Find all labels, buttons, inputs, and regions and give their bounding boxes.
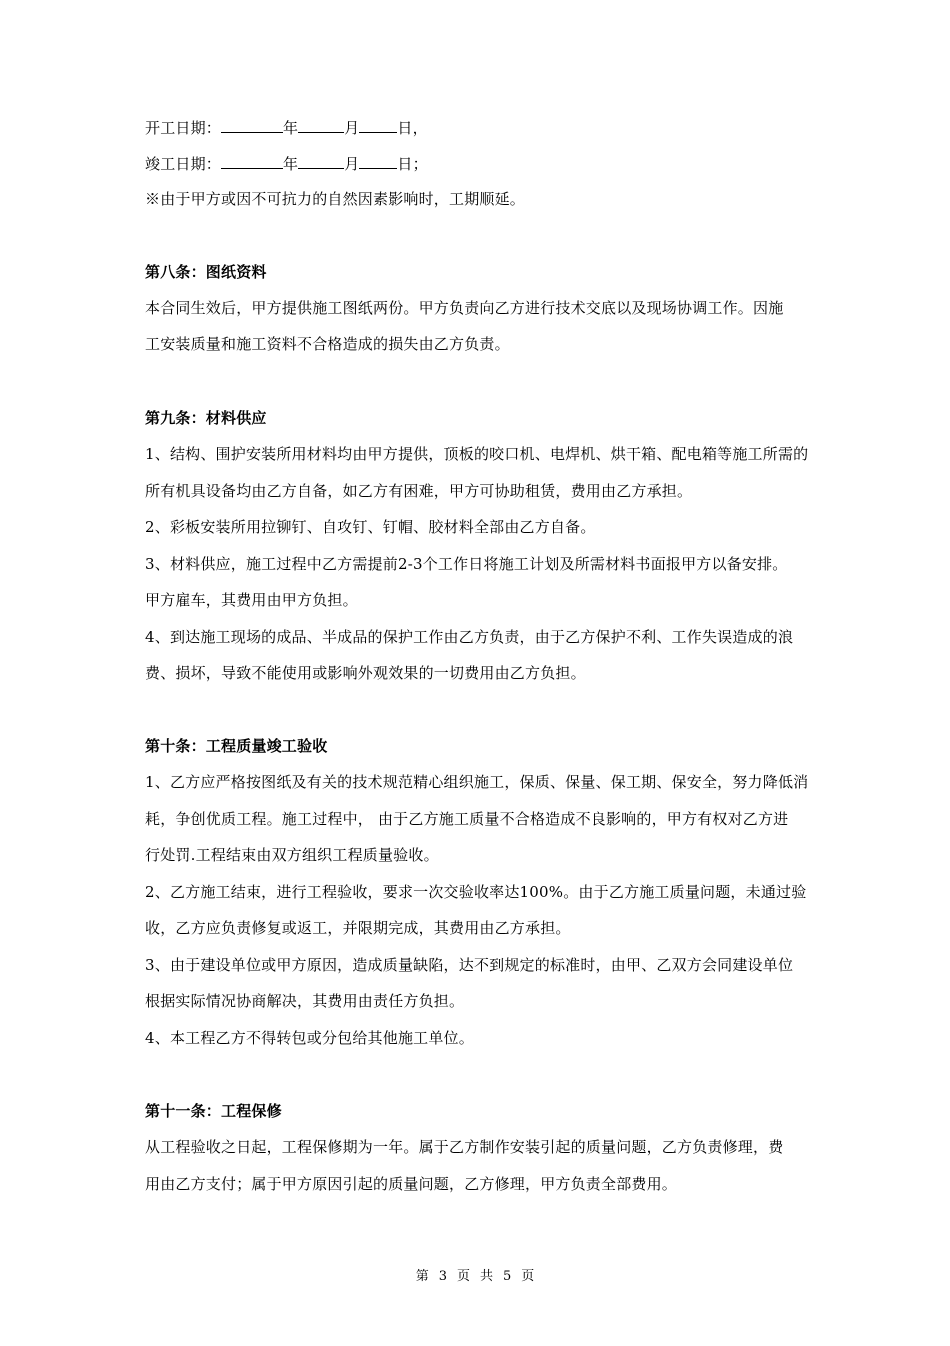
day-blank [359, 153, 397, 169]
end-date-line: 竣工日期： 年 月 日； [145, 155, 428, 173]
article9-heading: 第九条：材料供应 [145, 409, 267, 427]
total-pages-number: 5 [503, 1269, 512, 1284]
delay-note: ※由于甲方或因不可抗力的自然因素影响时，工期顺延。 [145, 190, 526, 208]
month-blank [298, 117, 344, 133]
month-blank [298, 153, 344, 169]
article9-line: 4、到达施工现场的成品、半成品的保护工作由乙方负责，由于乙方保护不利、工作失误造成的浪 [145, 628, 794, 646]
article10-line: 2、乙方施工结束，进行工程验收，要求一次交验收率达100%。由于乙方施工质量问题，未通过验 [145, 883, 807, 901]
start-date-line: 开工日期： 年 月 日， [145, 119, 428, 137]
article9-line: 2、彩板安装所用拉铆钉、自攻钉、钉帽、胶材料全部由乙方自备。 [145, 518, 596, 536]
article10-line: 耗，争创优质工程。施工过程中， 由于乙方施工质量不合格造成不良影响的，甲方有权对乙方进 [145, 810, 789, 828]
article10-line: 4、本工程乙方不得转包或分包给其他施工单位。 [145, 1029, 474, 1047]
article11-heading: 第十一条：工程保修 [145, 1102, 282, 1120]
article9-line: 3、材料供应，施工过程中乙方需提前2-3个工作日将施工计划及所需材料书面报甲方以备安排。 [145, 555, 788, 573]
page-footer: 第 3 页 共 5 页 [415, 1269, 535, 1284]
article10-line: 行处罚.工程结束由双方组织工程质量验收。 [145, 846, 439, 864]
article11-line: 从工程验收之日起，工程保修期为一年。属于乙方制作安装引起的质量问题，乙方负责修理，费 [145, 1138, 784, 1156]
article8-line: 工安装质量和施工资料不合格造成的损失由乙方负责。 [145, 335, 510, 353]
article9-line: 费、损坏，导致不能使用或影响外观效果的一切费用由乙方负担。 [145, 664, 586, 682]
end-date-label: 竣工日期： [145, 155, 222, 173]
article10-line: 根据实际情况协商解决，其费用由责任方负担。 [145, 992, 465, 1010]
article8-line: 本合同生效后，甲方提供施工图纸两份。甲方负责向乙方进行技术交底以及现场协调工作。因施 [145, 299, 784, 317]
article10-line: 1、乙方应严格按图纸及有关的技术规范精心组织施工，保质、保量、保工期、保安全，努力降低消 [145, 773, 809, 791]
year-blank [221, 117, 283, 133]
day-blank [359, 117, 397, 133]
article10-line: 3、由于建设单位或甲方原因，造成质量缺陷，达不到规定的标准时，由甲、乙双方会同建设单位 [145, 956, 794, 974]
article9-line: 甲方雇车，其费用由甲方负担。 [145, 591, 358, 609]
year-blank [221, 153, 283, 169]
article9-line: 1、结构、围护安装所用材料均由甲方提供，顶板的咬口机、电焊机、烘干箱、配电箱等施工所需的 [145, 445, 809, 463]
article9-line: 所有机具设备均由乙方自备，如乙方有困难，甲方可协助租赁，费用由乙方承担。 [145, 482, 693, 500]
start-date-label: 开工日期： [145, 119, 222, 137]
article8-heading: 第八条：图纸资料 [145, 263, 267, 281]
article10-line: 收，乙方应负责修复或返工，并限期完成，其费用由乙方承担。 [145, 919, 571, 937]
article10-heading: 第十条：工程质量竣工验收 [145, 737, 328, 755]
article11-line: 用由乙方支付；属于甲方原因引起的质量问题，乙方修理，甲方负责全部费用。 [145, 1175, 678, 1193]
current-page-number: 3 [438, 1269, 447, 1284]
